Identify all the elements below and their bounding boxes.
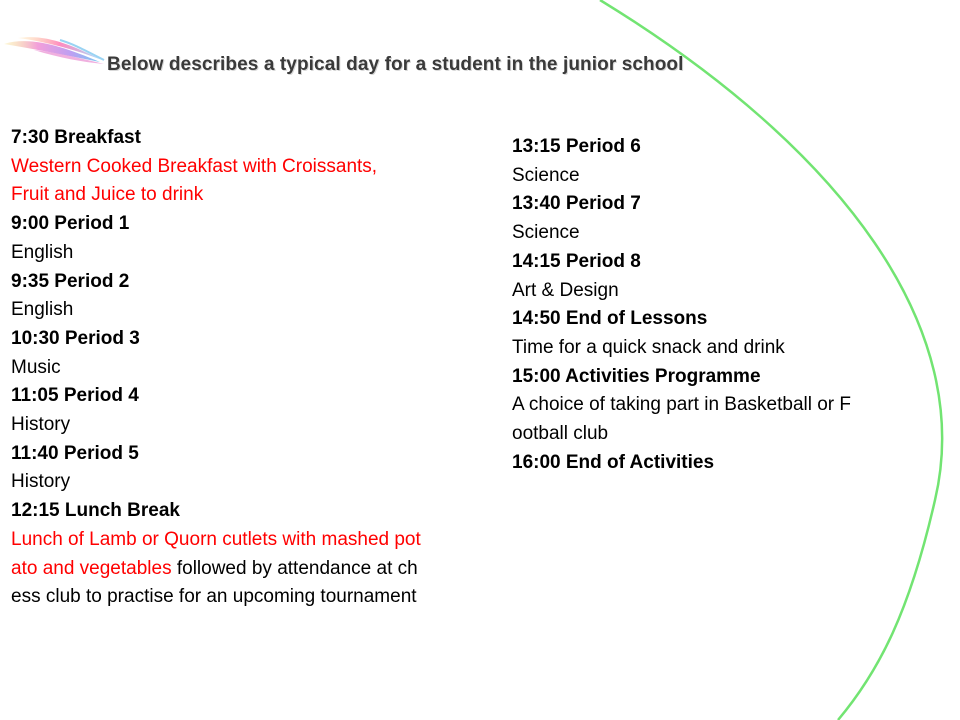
- lunch-description-line-2-black: followed by attendance at ch: [171, 557, 418, 579]
- period-2-heading: 9:35 Period 2: [11, 270, 130, 292]
- period-4-subject: History: [11, 414, 71, 436]
- end-of-lessons-heading: 14:50 End of Lessons: [512, 308, 708, 330]
- period-8-subject: Art & Design: [512, 279, 619, 301]
- period-8-heading: 14:15 Period 8: [512, 250, 641, 272]
- period-3-heading: 10:30 Period 3: [11, 327, 140, 349]
- lunch-description-line-2-red: ato and vegetables: [11, 557, 172, 579]
- activities-description-line-1: A choice of taking part in Basketball or F: [512, 394, 852, 416]
- period-2-subject: English: [11, 299, 74, 321]
- breakfast-description-line-2: Fruit and Juice to drink: [11, 184, 204, 206]
- period-3-subject: Music: [11, 356, 61, 378]
- period-7-heading: 13:40 Period 7: [512, 193, 641, 215]
- schedule-column-right: [512, 133, 942, 477]
- lunch-heading: 12:15 Lunch Break: [11, 500, 180, 522]
- activities-heading: 15:00 Activities Programme: [512, 365, 761, 387]
- period-6-heading: 13:15 Period 6: [512, 136, 641, 157]
- period-4-heading: 11:05 Period 4: [11, 385, 139, 407]
- swoosh-logo-decoration: [4, 37, 104, 64]
- lunch-description-line-3: ess club to practise for an upcoming tournament: [11, 586, 417, 608]
- lunch-description-line-2: [11, 555, 531, 584]
- breakfast-heading: 7:30 Breakfast: [11, 127, 141, 148]
- period-7-subject: Science: [512, 222, 580, 244]
- period-5-subject: History: [11, 471, 71, 493]
- period-6-subject: Science: [512, 164, 580, 186]
- period-5-heading: 11:40 Period 5: [11, 442, 139, 464]
- period-1-heading: 9:00 Period 1: [11, 213, 130, 235]
- end-of-activities-heading: 16:00 End of Activities: [512, 451, 715, 473]
- lunch-description-line-1: Lunch of Lamb or Quorn cutlets with mashed pot: [11, 528, 421, 550]
- period-1-subject: English: [11, 241, 74, 263]
- activities-description-line-2: ootball club: [512, 423, 609, 445]
- breakfast-description-line-1: Western Cooked Breakfast with Croissants,: [11, 155, 378, 177]
- end-of-lessons-text: Time for a quick snack and drink: [512, 336, 785, 358]
- page-title: Below describes a typical day for a student in the junior school: [107, 54, 684, 75]
- schedule-column-left: [11, 124, 531, 612]
